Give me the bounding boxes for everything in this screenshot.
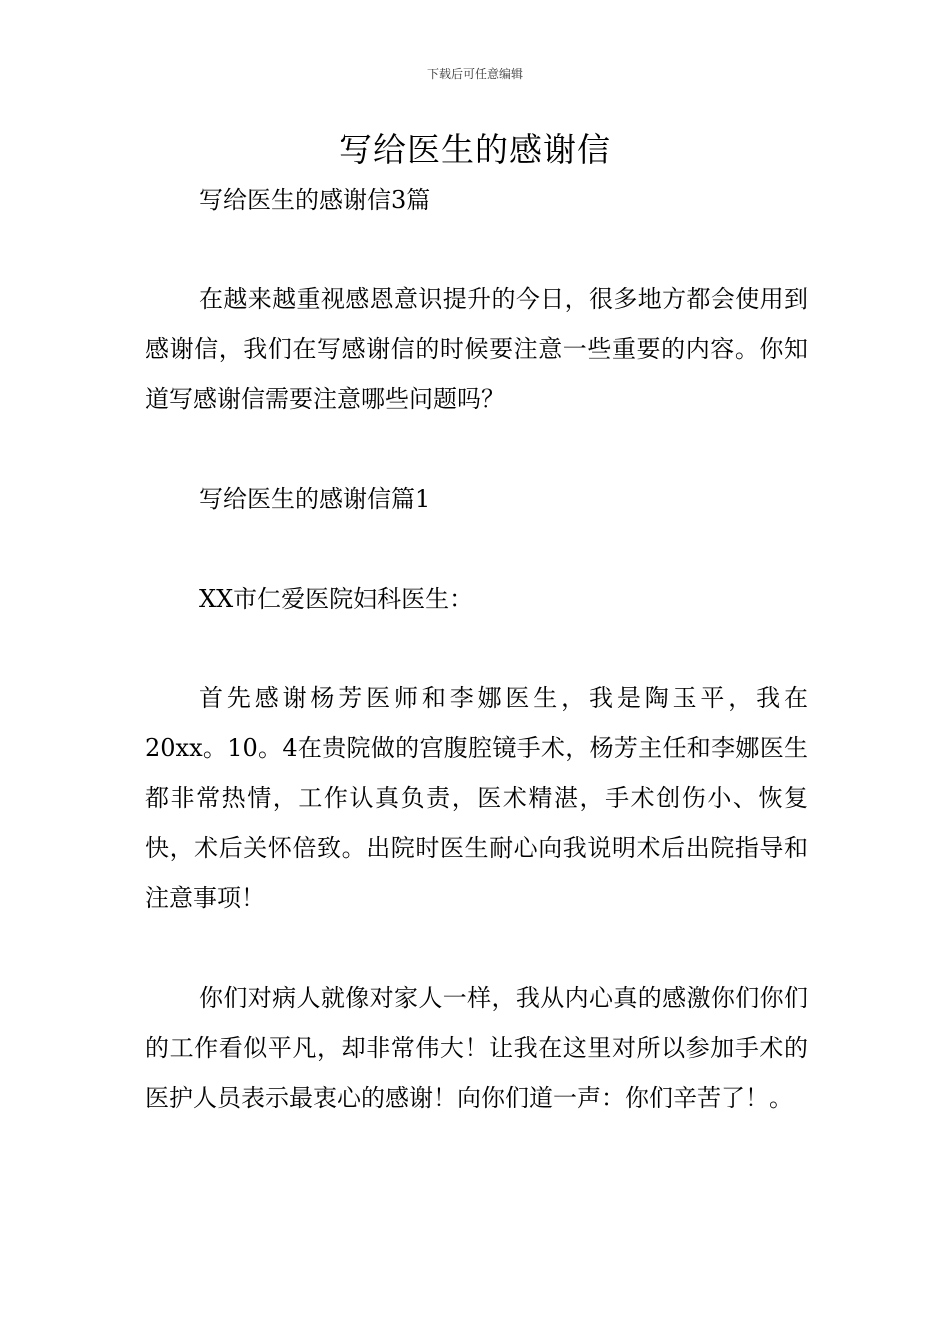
section-heading-1: 写给医生的感谢信篇1 [199,485,431,513]
document-title: 写给医生的感谢信 [339,130,611,169]
intro-paragraph: 在越来越重视感恩意识提升的今日，很多地方都会使用到感谢信，我们在写感谢信的时候要注意一些重要的内容。你知道写感谢信需要注意哪些问题吗？ [145,285,808,413]
letter-paragraph-1: 首先感谢杨芳医师和李娜医生，我是陶玉平，我在20xx。10。4在贵院做的宫腹腔镜手术，杨芳主任和李娜医生都非常热情，工作认真负责，医术精湛，手术创伤小、恢复快，术后关怀倍致。出院时医生耐心向我说明术后出院指导和注意事项！ [145,684,808,912]
page-header-note: 下载后可任意编辑 [426,67,523,81]
document-subtitle: 写给医生的感谢信3篇 [199,186,431,214]
letter-paragraph-2: 你们对病人就像对家人一样，我从内心真的感激你们你们的工作看似平凡，却非常伟大！让我在这里对所以参加手术的医护人员表示最衷心的感谢！向你们道一声：你们辛苦了！。 [145,984,808,1112]
letter-salutation: XX市仁爱医院妇科医生： [199,585,474,613]
